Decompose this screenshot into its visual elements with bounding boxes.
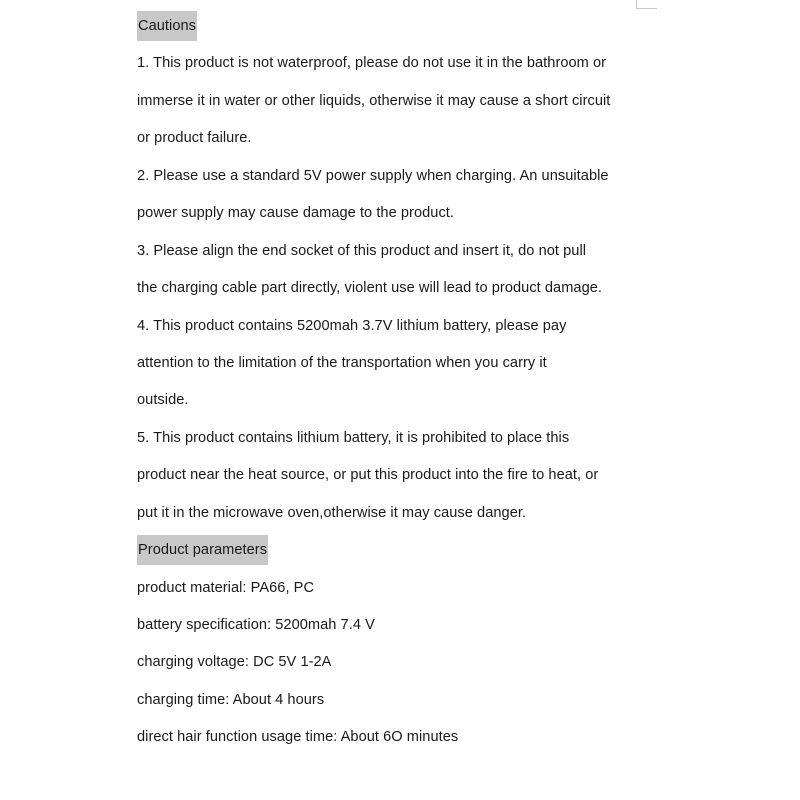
caution-line: 3. Please align the end socket of this product and insert it, do not pull (137, 242, 587, 259)
cautions-heading: Cautions (137, 11, 197, 41)
caution-line: or product failure. (137, 130, 252, 147)
parameter-line: direct hair function usage time: About 6O minutes (137, 729, 459, 746)
parameter-line: product material: PA66, PC (137, 579, 315, 596)
caution-line: 2. Please use a standard 5V power supply when charging. An unsuitable (137, 167, 609, 184)
caution-line: product near the heat source, or put this product into the fire to heat, or (137, 467, 599, 484)
caution-line: 1. This product is not waterproof, please do not use it in the bathroom or (137, 55, 607, 72)
caution-line: put it in the microwave oven,otherwise it may cause danger. (137, 504, 527, 521)
parameters-heading: Product parameters (137, 535, 268, 565)
document-body (137, 8, 657, 757)
caution-line: immerse it in water or other liquids, otherwise it may cause a short circuit (137, 92, 611, 109)
cautions-heading-line (137, 8, 657, 45)
caution-line: 4. This product contains 5200mah 3.7V lithium battery, please pay (137, 317, 567, 334)
parameter-line: battery specification: 5200mah 7.4 V (137, 617, 375, 633)
caution-line: outside. (137, 392, 189, 409)
parameter-line: charging time: About 4 hours (137, 691, 325, 708)
caution-line: power supply may cause damage to the product. (137, 205, 455, 222)
caution-line: attention to the limitation of the transportation when you carry it (137, 354, 547, 371)
caution-line: the charging cable part directly, violent use will lead to product damage. (137, 280, 603, 297)
parameters-heading-line (137, 532, 657, 569)
parameter-line: charging voltage: DC 5V 1-2A (137, 654, 332, 671)
caution-line: 5. This product contains lithium battery, it is prohibited to place this (137, 429, 570, 446)
